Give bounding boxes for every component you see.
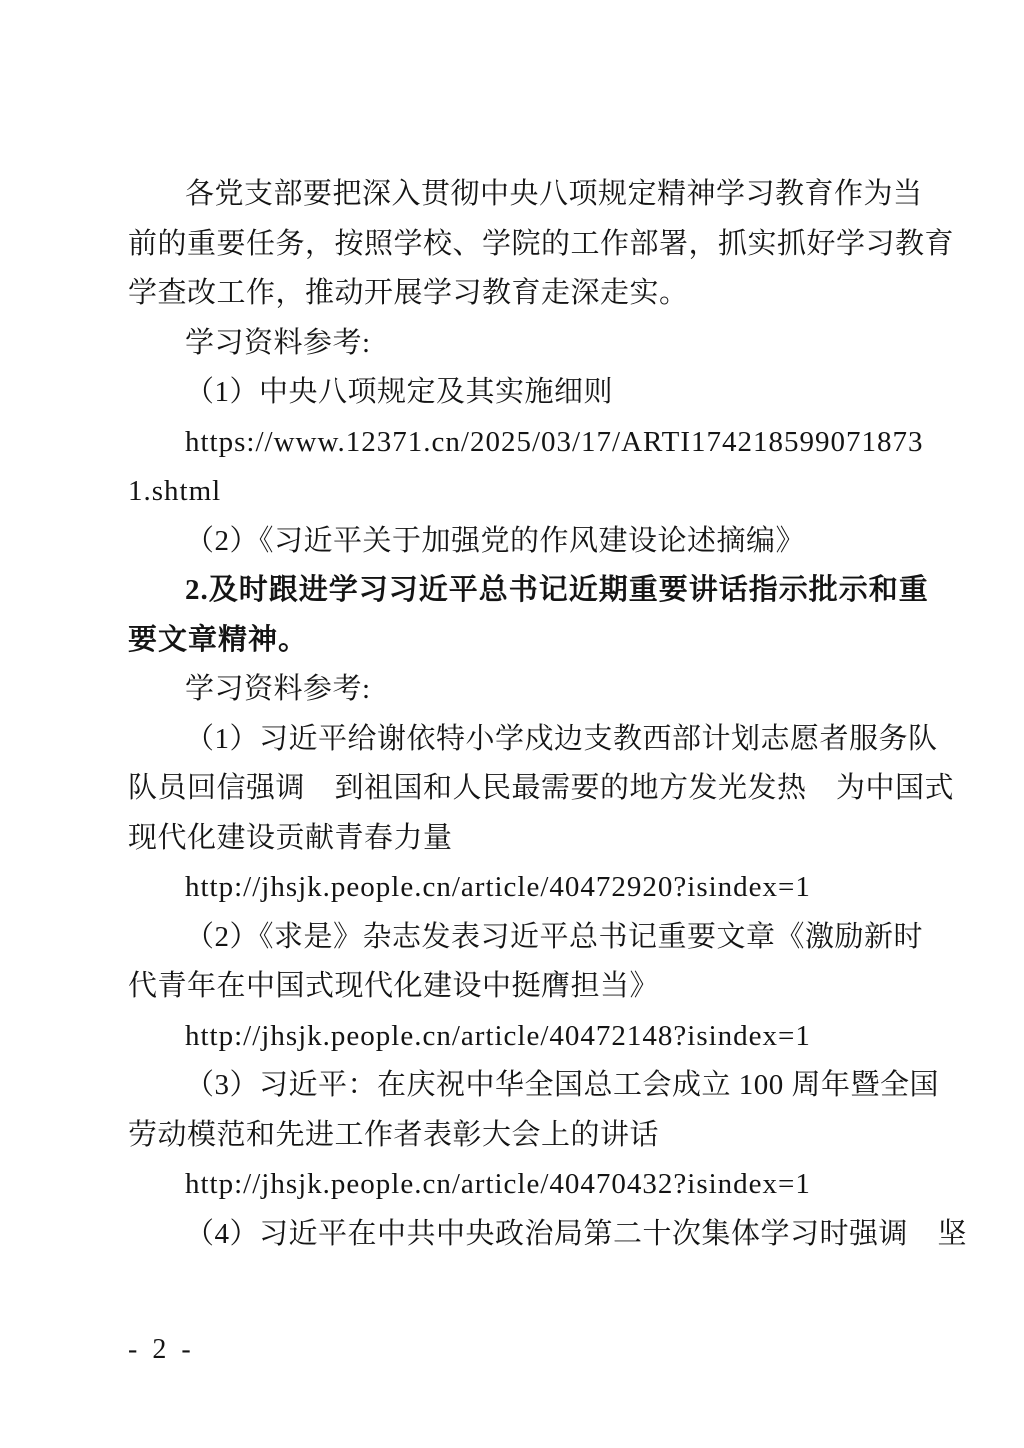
url-line: http://jhsjk.people.cn/article/40472148?isindex=1	[185, 1019, 811, 1052]
list-item-line: （4）习近平在中共中央政治局第二十次集体学习时强调 坚	[185, 1217, 968, 1250]
paragraph-line: 学查改工作，推动开展学习教育走深走实。	[128, 277, 689, 309]
paragraph-line: 各党支部要把深入贯彻中央八项规定精神学习教育作为当	[185, 178, 923, 210]
list-item-line: （2）《求是》杂志发表习近平总书记重要文章《激励新时	[185, 920, 924, 953]
list-item-line: （3）习近平：在庆祝中华全国总工会成立 100 周年暨全国	[185, 1069, 940, 1101]
paragraph-line: 学习资料参考:	[185, 673, 371, 705]
list-item-line: （2）《习近平关于加强党的作风建设论述摘编》	[185, 524, 806, 557]
footer-page-number: - 2 -	[128, 1334, 195, 1365]
url-line: http://jhsjk.people.cn/article/40472920?isindex=1	[185, 871, 811, 903]
list-item-line: （1）中央八项规定及其实施细则	[185, 376, 614, 408]
url-line: 1.shtml	[128, 475, 222, 507]
list-item-line: 劳动模范和先进工作者表彰大会上的讲话	[128, 1118, 660, 1151]
paragraph-line: 前的重要任务，按照学校、学院的工作部署，抓实抓好学习教育	[128, 227, 955, 260]
list-item-line: （1）习近平给谢依特小学戍边支教西部计划志愿者服务队	[185, 722, 938, 755]
list-item-line: 现代化建设贡献青春力量	[128, 821, 453, 854]
section-heading-line: 要文章精神。	[128, 623, 309, 656]
document-body	[128, 170, 968, 1259]
list-item-line: 队员回信强调 到祖国和人民最需要的地方发光发热 为中国式	[128, 772, 955, 804]
section-heading-line: 2.及时跟进学习习近平总书记近期重要讲话指示批示和重	[185, 574, 929, 606]
url-line: http://jhsjk.people.cn/article/40470432?isindex=1	[185, 1168, 811, 1200]
url-line: https://www.12371.cn/2025/03/17/ARTI174218599071873	[185, 425, 924, 458]
list-item-line: 代青年在中国式现代化建设中挺膺担当》	[128, 970, 660, 1002]
paragraph-line: 学习资料参考:	[185, 326, 371, 359]
